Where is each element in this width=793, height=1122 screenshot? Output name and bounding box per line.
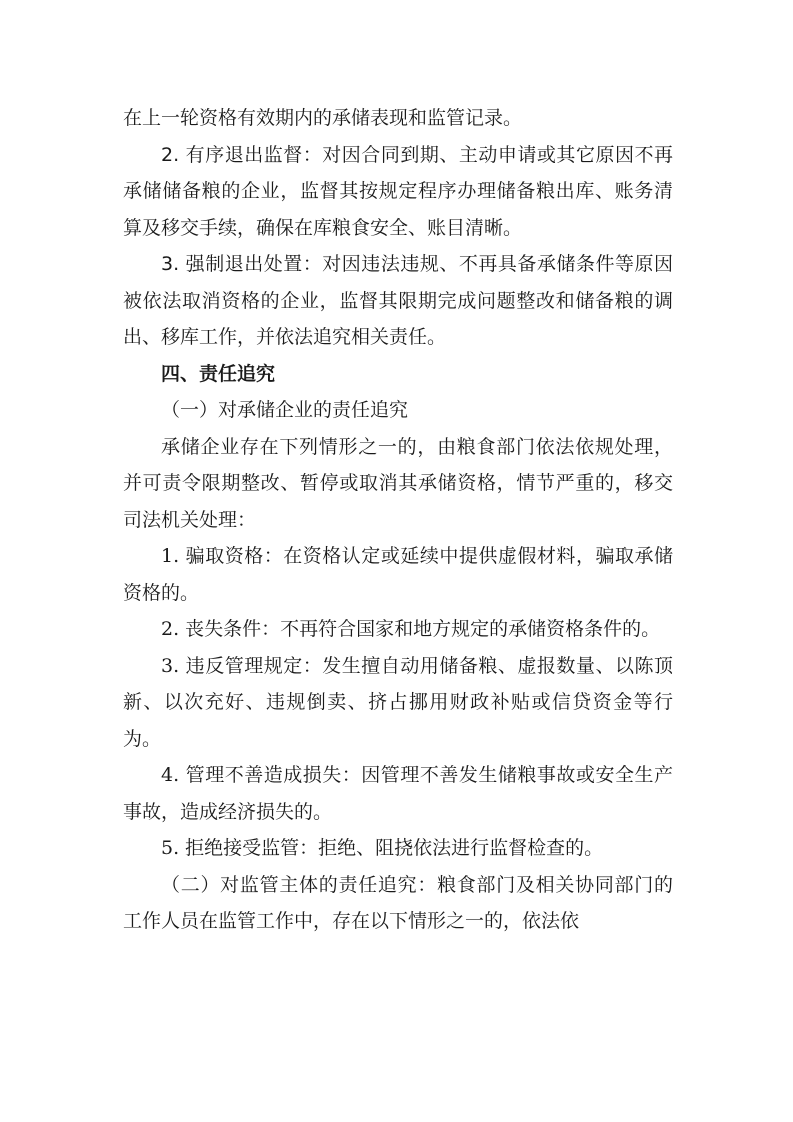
item-body: 因管理不善发生储粮事故或安全生产事故，造成经济损失的。 xyxy=(123,764,673,823)
paragraph-exit-orderly xyxy=(123,137,673,247)
list-item xyxy=(123,611,673,648)
item-body: 在资格认定或延续中提供虚假材料，骗取承储资格的。 xyxy=(123,545,673,604)
item-lead: 3. 违反管理规定： xyxy=(161,654,323,677)
list-item xyxy=(123,830,673,867)
list-item xyxy=(123,648,673,758)
item-lead: 1. 骗取资格： xyxy=(161,545,284,567)
item-body: 发生擅自动用储备粮、虚报数量、以陈顶新、以次充好、违规倒卖、挤占挪用财政补贴或信贷资金等行为。 xyxy=(123,654,673,750)
paragraph-continued: 在上一轮资格有效期内的承储表现和监管记录。 xyxy=(123,107,523,129)
paragraph-exit-forced xyxy=(123,246,673,356)
subsection-heading-2: （二）对监管主体的责任追究： xyxy=(161,873,438,896)
item-body: 不再符合国家和地方规定的承储资格条件的。 xyxy=(280,618,661,640)
subsection-heading-1: （一）对承储企业的责任追究 xyxy=(161,399,409,421)
item-lead: 2. 有序退出监督： xyxy=(161,143,323,166)
item-lead: 2. 丧失条件： xyxy=(161,618,281,640)
section-heading: 四、责任追究 xyxy=(161,362,276,385)
item-body: 拒绝、阻挠依法进行监督检查的。 xyxy=(318,837,604,859)
list-item xyxy=(123,757,673,830)
subsection-2-paragraph xyxy=(123,867,673,940)
item-body: 对因违法违规、不再具备承储条件等原因被依法取消资格的企业，监督其限期完成问题整改和储备粮的调出、移库工作，并依法追究相关责任。 xyxy=(123,253,673,348)
item-body: 对因合同到期、主动申请或其它原因不再承储储备粮的企业，监督其按规定程序办理储备粮出库、账务清算及移交手续，确保在库粮食安全、账目清晰。 xyxy=(123,143,673,239)
item-lead: 4. 管理不善造成损失： xyxy=(161,764,362,786)
item-body: 粮食部门及相关协同部门的工作人员在监管工作中，存在以下情形之一的，依法依 xyxy=(123,873,673,932)
paragraph-intro: 承储企业存在下列情形之一的，由粮食部门依法依规处理，并可责令限期整改、暂停或取消其承储资格，情节严重的，移交司法机关处理： xyxy=(123,435,673,531)
item-lead: 3. 强制退出处置： xyxy=(161,253,323,275)
item-lead: 5. 拒绝接受监管： xyxy=(161,837,319,859)
list-item xyxy=(123,538,673,611)
document-body xyxy=(123,100,673,940)
